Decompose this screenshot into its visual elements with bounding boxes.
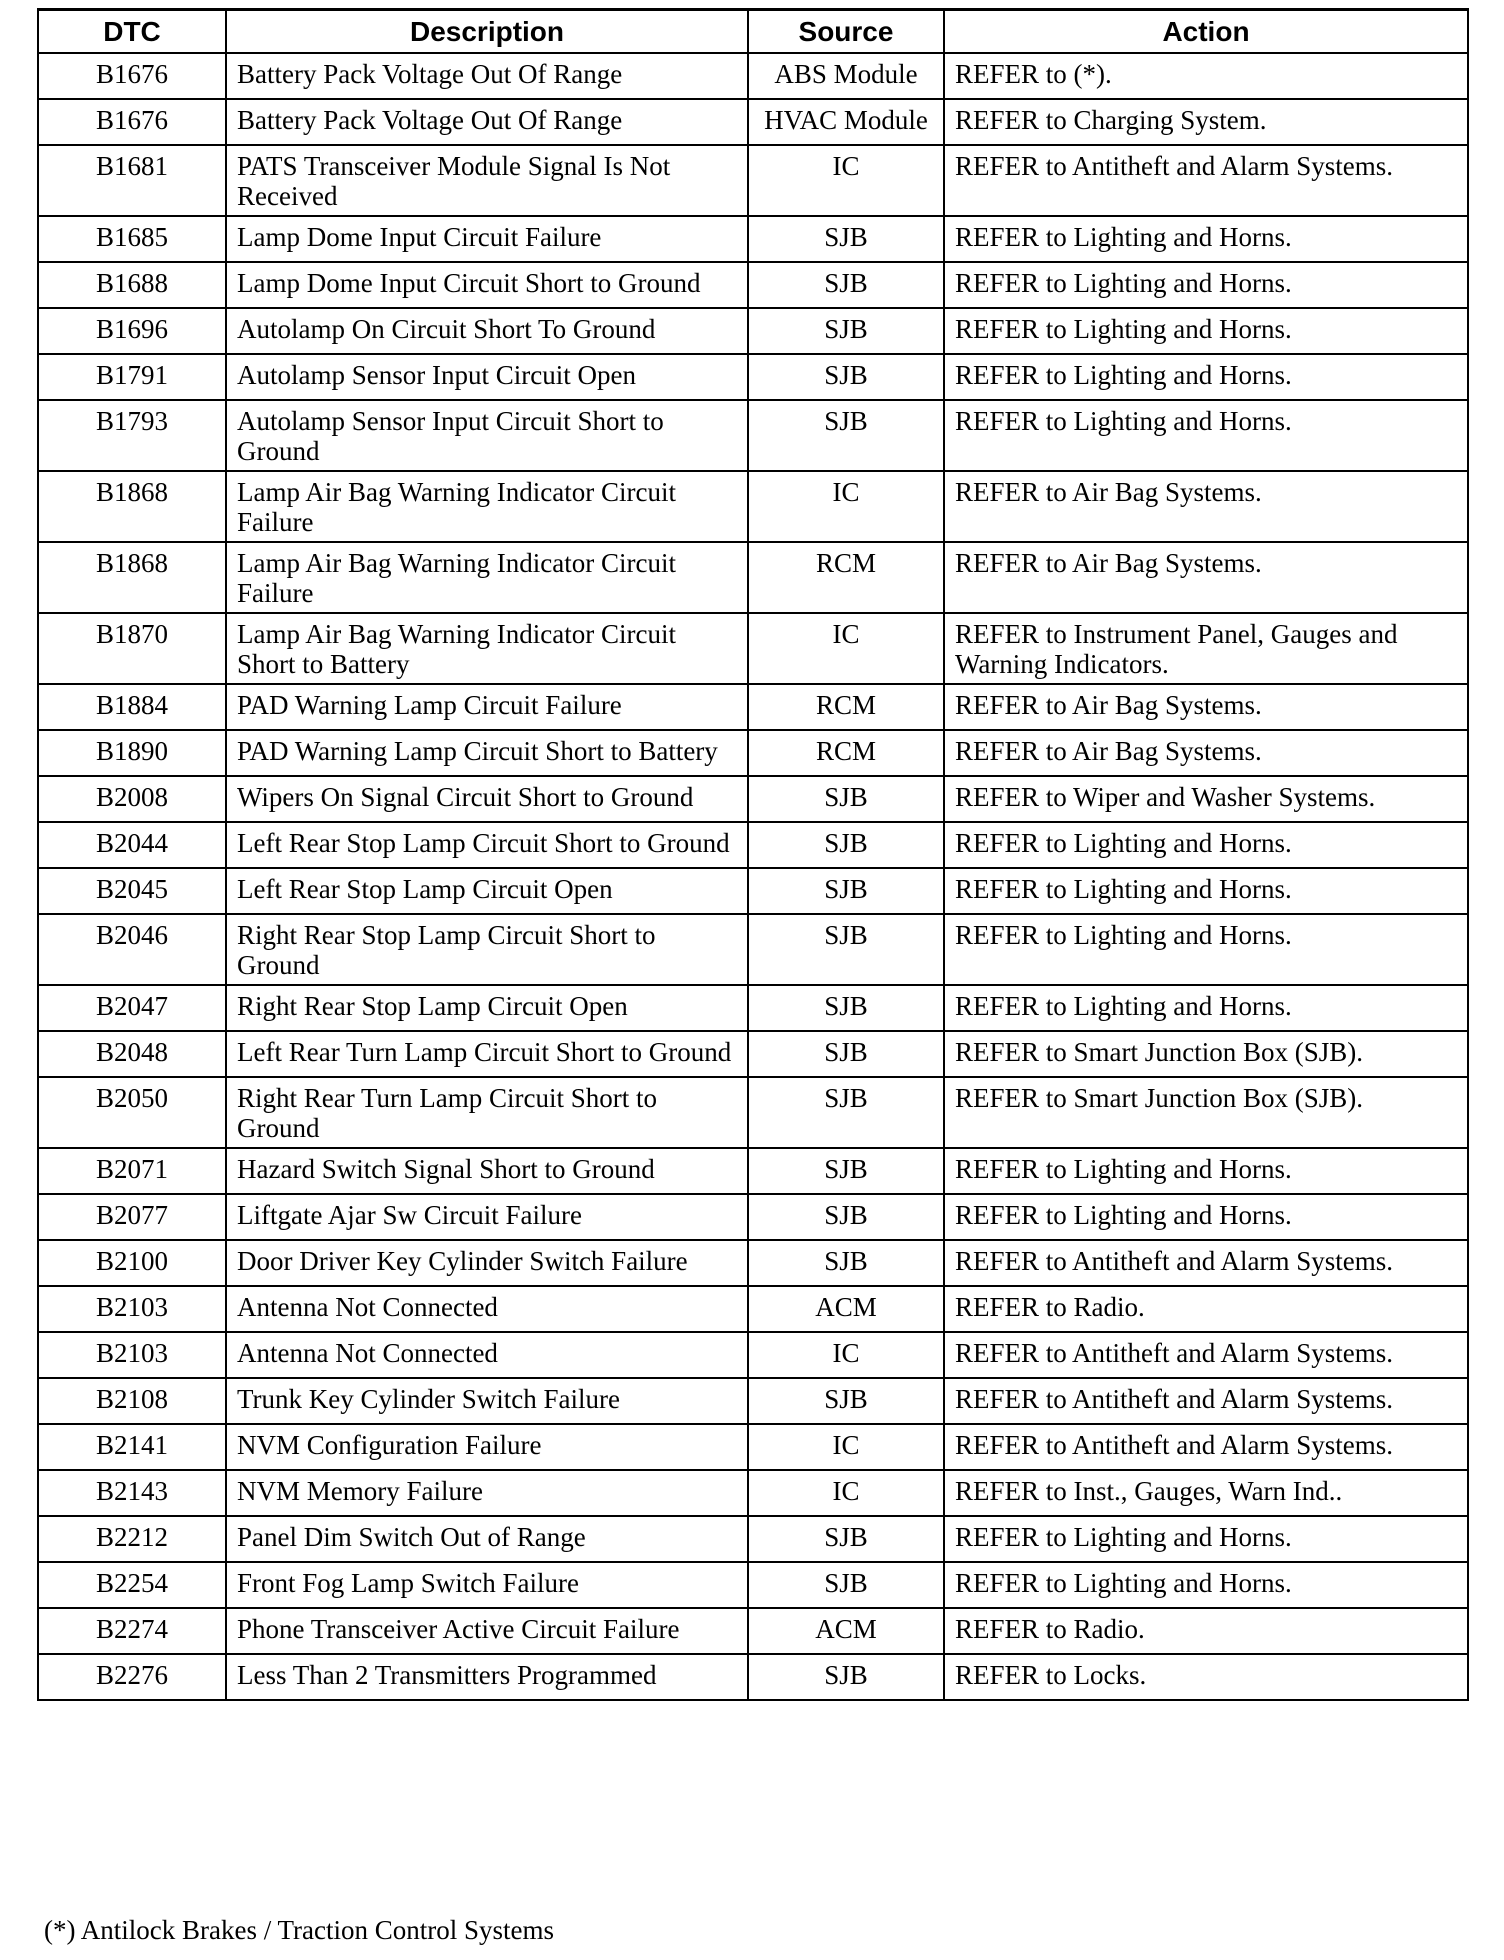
cell-dtc-code: B1870 bbox=[38, 613, 226, 684]
cell-description: Panel Dim Switch Out of Range bbox=[226, 1516, 748, 1562]
cell-action: REFER to Air Bag Systems. bbox=[944, 542, 1468, 613]
cell-dtc-code: B1890 bbox=[38, 730, 226, 776]
table-row bbox=[38, 1562, 1468, 1608]
cell-description: Right Rear Turn Lamp Circuit Short to Ground bbox=[226, 1077, 748, 1148]
cell-description: PATS Transceiver Module Signal Is Not Received bbox=[226, 145, 748, 216]
cell-action: REFER to Lighting and Horns. bbox=[944, 868, 1468, 914]
cell-description: Left Rear Stop Lamp Circuit Open bbox=[226, 868, 748, 914]
cell-action: REFER to Lighting and Horns. bbox=[944, 822, 1468, 868]
cell-source: SJB bbox=[748, 308, 944, 354]
cell-action: REFER to Lighting and Horns. bbox=[944, 1194, 1468, 1240]
cell-dtc-code: B1884 bbox=[38, 684, 226, 730]
cell-action: REFER to Radio. bbox=[944, 1608, 1468, 1654]
cell-description: Trunk Key Cylinder Switch Failure bbox=[226, 1378, 748, 1424]
cell-description: Hazard Switch Signal Short to Ground bbox=[226, 1148, 748, 1194]
cell-description: Autolamp Sensor Input Circuit Short to Ground bbox=[226, 400, 748, 471]
cell-dtc-code: B1685 bbox=[38, 216, 226, 262]
cell-action: REFER to Wiper and Washer Systems. bbox=[944, 776, 1468, 822]
cell-action: REFER to Locks. bbox=[944, 1654, 1468, 1700]
cell-dtc-code: B2143 bbox=[38, 1470, 226, 1516]
cell-source: RCM bbox=[748, 542, 944, 613]
cell-description: Autolamp On Circuit Short To Ground bbox=[226, 308, 748, 354]
cell-source: HVAC Module bbox=[748, 99, 944, 145]
cell-description: Right Rear Stop Lamp Circuit Open bbox=[226, 985, 748, 1031]
cell-source: SJB bbox=[748, 822, 944, 868]
cell-dtc-code: B1688 bbox=[38, 262, 226, 308]
cell-source: SJB bbox=[748, 1516, 944, 1562]
table-row bbox=[38, 1424, 1468, 1470]
header-source: Source bbox=[748, 10, 944, 54]
cell-dtc-code: B2047 bbox=[38, 985, 226, 1031]
cell-description: Right Rear Stop Lamp Circuit Short to Ground bbox=[226, 914, 748, 985]
cell-description: Less Than 2 Transmitters Programmed bbox=[226, 1654, 748, 1700]
cell-action: REFER to Smart Junction Box (SJB). bbox=[944, 1031, 1468, 1077]
cell-action: REFER to Lighting and Horns. bbox=[944, 1148, 1468, 1194]
table-row bbox=[38, 1654, 1468, 1700]
table-row bbox=[38, 354, 1468, 400]
cell-action: REFER to Lighting and Horns. bbox=[944, 354, 1468, 400]
cell-description: Phone Transceiver Active Circuit Failure bbox=[226, 1608, 748, 1654]
cell-dtc-code: B1868 bbox=[38, 542, 226, 613]
cell-source: SJB bbox=[748, 354, 944, 400]
cell-dtc-code: B2100 bbox=[38, 1240, 226, 1286]
cell-source: SJB bbox=[748, 914, 944, 985]
cell-source: ACM bbox=[748, 1286, 944, 1332]
dtc-table bbox=[37, 8, 1469, 1701]
cell-description: Antenna Not Connected bbox=[226, 1332, 748, 1378]
cell-action: REFER to Lighting and Horns. bbox=[944, 914, 1468, 985]
table-row bbox=[38, 1194, 1468, 1240]
table-row bbox=[38, 145, 1468, 216]
cell-description: Door Driver Key Cylinder Switch Failure bbox=[226, 1240, 748, 1286]
table-row bbox=[38, 53, 1468, 99]
table-row bbox=[38, 1378, 1468, 1424]
cell-source: IC bbox=[748, 1470, 944, 1516]
cell-source: SJB bbox=[748, 1031, 944, 1077]
table-row bbox=[38, 1608, 1468, 1654]
cell-action: REFER to Charging System. bbox=[944, 99, 1468, 145]
cell-action: REFER to Air Bag Systems. bbox=[944, 471, 1468, 542]
cell-action: REFER to Lighting and Horns. bbox=[944, 216, 1468, 262]
table-row bbox=[38, 613, 1468, 684]
cell-source: SJB bbox=[748, 1148, 944, 1194]
cell-action: REFER to Antitheft and Alarm Systems. bbox=[944, 1424, 1468, 1470]
cell-action: REFER to Antitheft and Alarm Systems. bbox=[944, 1240, 1468, 1286]
cell-dtc-code: B2048 bbox=[38, 1031, 226, 1077]
table-row bbox=[38, 1148, 1468, 1194]
dtc-table-header bbox=[38, 10, 1468, 54]
cell-action: REFER to Lighting and Horns. bbox=[944, 262, 1468, 308]
cell-action: REFER to Smart Junction Box (SJB). bbox=[944, 1077, 1468, 1148]
cell-dtc-code: B2212 bbox=[38, 1516, 226, 1562]
cell-action: REFER to Lighting and Horns. bbox=[944, 1562, 1468, 1608]
table-row bbox=[38, 400, 1468, 471]
cell-action: REFER to Lighting and Horns. bbox=[944, 308, 1468, 354]
cell-source: IC bbox=[748, 471, 944, 542]
cell-source: SJB bbox=[748, 1077, 944, 1148]
cell-description: Autolamp Sensor Input Circuit Open bbox=[226, 354, 748, 400]
cell-description: NVM Memory Failure bbox=[226, 1470, 748, 1516]
table-row bbox=[38, 216, 1468, 262]
cell-description: Left Rear Stop Lamp Circuit Short to Ground bbox=[226, 822, 748, 868]
cell-description: Lamp Air Bag Warning Indicator Circuit Short to Battery bbox=[226, 613, 748, 684]
cell-description: Lamp Dome Input Circuit Short to Ground bbox=[226, 262, 748, 308]
cell-dtc-code: B2274 bbox=[38, 1608, 226, 1654]
cell-action: REFER to Antitheft and Alarm Systems. bbox=[944, 1378, 1468, 1424]
table-row bbox=[38, 776, 1468, 822]
cell-dtc-code: B2103 bbox=[38, 1286, 226, 1332]
cell-source: SJB bbox=[748, 776, 944, 822]
header-dtc: DTC bbox=[38, 10, 226, 54]
cell-action: REFER to Antitheft and Alarm Systems. bbox=[944, 145, 1468, 216]
table-row bbox=[38, 308, 1468, 354]
cell-source: SJB bbox=[748, 400, 944, 471]
table-row bbox=[38, 1286, 1468, 1332]
cell-dtc-code: B1791 bbox=[38, 354, 226, 400]
header-description: Description bbox=[226, 10, 748, 54]
cell-source: SJB bbox=[748, 985, 944, 1031]
cell-action: REFER to Lighting and Horns. bbox=[944, 985, 1468, 1031]
cell-dtc-code: B1676 bbox=[38, 53, 226, 99]
cell-source: SJB bbox=[748, 216, 944, 262]
cell-description: PAD Warning Lamp Circuit Short to Battery bbox=[226, 730, 748, 776]
cell-dtc-code: B1868 bbox=[38, 471, 226, 542]
cell-dtc-code: B2077 bbox=[38, 1194, 226, 1240]
cell-dtc-code: B2046 bbox=[38, 914, 226, 985]
cell-dtc-code: B2108 bbox=[38, 1378, 226, 1424]
cell-dtc-code: B1696 bbox=[38, 308, 226, 354]
cell-dtc-code: B2044 bbox=[38, 822, 226, 868]
cell-action: REFER to Inst., Gauges, Warn Ind.. bbox=[944, 1470, 1468, 1516]
cell-action: REFER to Instrument Panel, Gauges and Warning Indicators. bbox=[944, 613, 1468, 684]
cell-source: SJB bbox=[748, 262, 944, 308]
table-row bbox=[38, 1240, 1468, 1286]
cell-description: Battery Pack Voltage Out Of Range bbox=[226, 99, 748, 145]
cell-source: IC bbox=[748, 1424, 944, 1470]
cell-description: Antenna Not Connected bbox=[226, 1286, 748, 1332]
cell-dtc-code: B2141 bbox=[38, 1424, 226, 1470]
dtc-table-body bbox=[38, 53, 1468, 1700]
table-row bbox=[38, 99, 1468, 145]
cell-source: SJB bbox=[748, 1240, 944, 1286]
cell-description: NVM Configuration Failure bbox=[226, 1424, 748, 1470]
cell-action: REFER to Air Bag Systems. bbox=[944, 730, 1468, 776]
cell-description: Lamp Air Bag Warning Indicator Circuit Failure bbox=[226, 542, 748, 613]
cell-description: Front Fog Lamp Switch Failure bbox=[226, 1562, 748, 1608]
cell-description: PAD Warning Lamp Circuit Failure bbox=[226, 684, 748, 730]
cell-dtc-code: B1793 bbox=[38, 400, 226, 471]
cell-source: ABS Module bbox=[748, 53, 944, 99]
header-action: Action bbox=[944, 10, 1468, 54]
cell-action: REFER to Air Bag Systems. bbox=[944, 684, 1468, 730]
cell-dtc-code: B2103 bbox=[38, 1332, 226, 1378]
cell-action: REFER to Antitheft and Alarm Systems. bbox=[944, 1332, 1468, 1378]
cell-dtc-code: B2008 bbox=[38, 776, 226, 822]
table-row bbox=[38, 1516, 1468, 1562]
table-row bbox=[38, 914, 1468, 985]
cell-description: Wipers On Signal Circuit Short to Ground bbox=[226, 776, 748, 822]
cell-action: REFER to Lighting and Horns. bbox=[944, 400, 1468, 471]
cell-description: Battery Pack Voltage Out Of Range bbox=[226, 53, 748, 99]
table-row bbox=[38, 1077, 1468, 1148]
table-row bbox=[38, 684, 1468, 730]
cell-source: ACM bbox=[748, 1608, 944, 1654]
cell-source: SJB bbox=[748, 868, 944, 914]
cell-source: IC bbox=[748, 1332, 944, 1378]
cell-source: RCM bbox=[748, 730, 944, 776]
cell-dtc-code: B1676 bbox=[38, 99, 226, 145]
cell-description: Lamp Dome Input Circuit Failure bbox=[226, 216, 748, 262]
cell-dtc-code: B2045 bbox=[38, 868, 226, 914]
cell-dtc-code: B2254 bbox=[38, 1562, 226, 1608]
table-row bbox=[38, 730, 1468, 776]
cell-action: REFER to (*). bbox=[944, 53, 1468, 99]
table-row bbox=[38, 868, 1468, 914]
cell-source: RCM bbox=[748, 684, 944, 730]
footnote: (*) Antilock Brakes / Traction Control Systems bbox=[44, 1915, 554, 1945]
cell-description: Lamp Air Bag Warning Indicator Circuit Failure bbox=[226, 471, 748, 542]
header-row bbox=[38, 10, 1468, 54]
cell-description: Liftgate Ajar Sw Circuit Failure bbox=[226, 1194, 748, 1240]
cell-source: IC bbox=[748, 613, 944, 684]
cell-source: SJB bbox=[748, 1194, 944, 1240]
table-row bbox=[38, 1332, 1468, 1378]
cell-source: SJB bbox=[748, 1378, 944, 1424]
table-row bbox=[38, 822, 1468, 868]
table-row bbox=[38, 1031, 1468, 1077]
cell-source: SJB bbox=[748, 1654, 944, 1700]
table-row bbox=[38, 471, 1468, 542]
cell-action: REFER to Lighting and Horns. bbox=[944, 1516, 1468, 1562]
cell-dtc-code: B2050 bbox=[38, 1077, 226, 1148]
cell-action: REFER to Radio. bbox=[944, 1286, 1468, 1332]
cell-source: SJB bbox=[748, 1562, 944, 1608]
cell-dtc-code: B2071 bbox=[38, 1148, 226, 1194]
cell-dtc-code: B2276 bbox=[38, 1654, 226, 1700]
cell-dtc-code: B1681 bbox=[38, 145, 226, 216]
table-row bbox=[38, 542, 1468, 613]
cell-description: Left Rear Turn Lamp Circuit Short to Ground bbox=[226, 1031, 748, 1077]
table-row bbox=[38, 262, 1468, 308]
cell-source: IC bbox=[748, 145, 944, 216]
table-row bbox=[38, 1470, 1468, 1516]
table-row bbox=[38, 985, 1468, 1031]
